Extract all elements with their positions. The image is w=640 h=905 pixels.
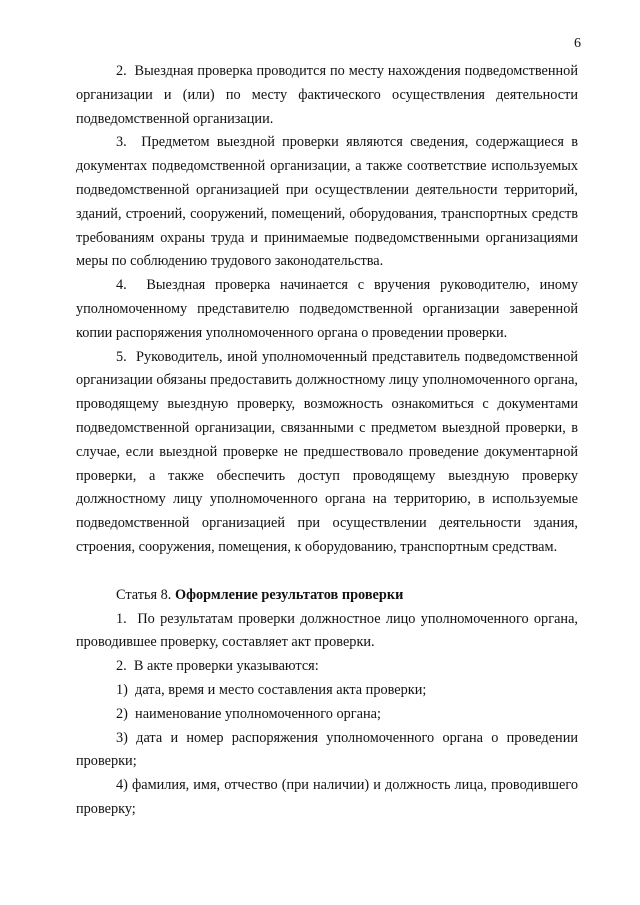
paragraph-4-start: 4. Выездная проверка начинается с вручения руководителю, иному уполномоченному представителю подведомственной организации заверенной копии распоряжения уполномоченного органа о проведении проверки. — [76, 277, 578, 341]
article-8-heading — [76, 584, 578, 608]
paragraph-5-obligations: 5. Руководитель, иной уполномоченный представитель подведомственной организации обязаны предоставить должностному лицу уполномоченного органа, проводящему выездную проверку, возможность ознакомиться с документами подведомственной организации, связанными с предметом выездной проверки, в случае, если выездной проверке не предшествовало проведение документарной проверки, а также обеспечить доступ проводящему выездную проверку должностному лицу уполномоченного органа на территорию, в используемые подведомственной организацией при осуществлении деятельности здания, строения, сооружения, помещения, к оборудованию, транспортным средствам. — [76, 348, 578, 555]
document-body — [76, 60, 578, 822]
list-item-authority-name: 2) наименование уполномоченного органа; — [116, 705, 381, 722]
paragraph-2-location: 2. Выездная проверка проводится по месту нахождения подведомственной организации и (или) по месту фактического осуществления деятельности подведомственной организации. — [76, 63, 578, 127]
list-item-order-date-number: 3) дата и номер распоряжения уполномоченного органа о проведении проверки; — [76, 729, 578, 770]
paragraph-act-contents: 2. В акте проверки указываются: — [116, 658, 319, 675]
list-item-date-time-place: 1) дата, время и место составления акта проверки; — [116, 681, 427, 698]
list-item-inspector-name: 4) фамилия, имя, отчество (при наличии) и должность лица, проводившего проверку; — [76, 777, 578, 817]
article-prefix: Статья 8. — [116, 586, 175, 603]
paragraph-act-drawn-up: 1. По результатам проверки должностное лицо уполномоченного органа, проводившее проверку, составляет акт проверки. — [76, 610, 578, 651]
page-number: 6 — [574, 36, 581, 51]
article-title: Оформление результатов проверки — [174, 586, 404, 603]
paragraph-3-subject: 3. Предметом выездной проверки являются сведения, содержащиеся в документах подведомственной организации, а также соответствие используемых подведомственной организацией при осуществлении деятельности территорий, зданий, строений, сооружений, помещений, оборудования, транспортных средств требованиям охраны труда и принимаемые подведомственными организациями меры по соблюдению трудового законодательства. — [76, 134, 578, 270]
